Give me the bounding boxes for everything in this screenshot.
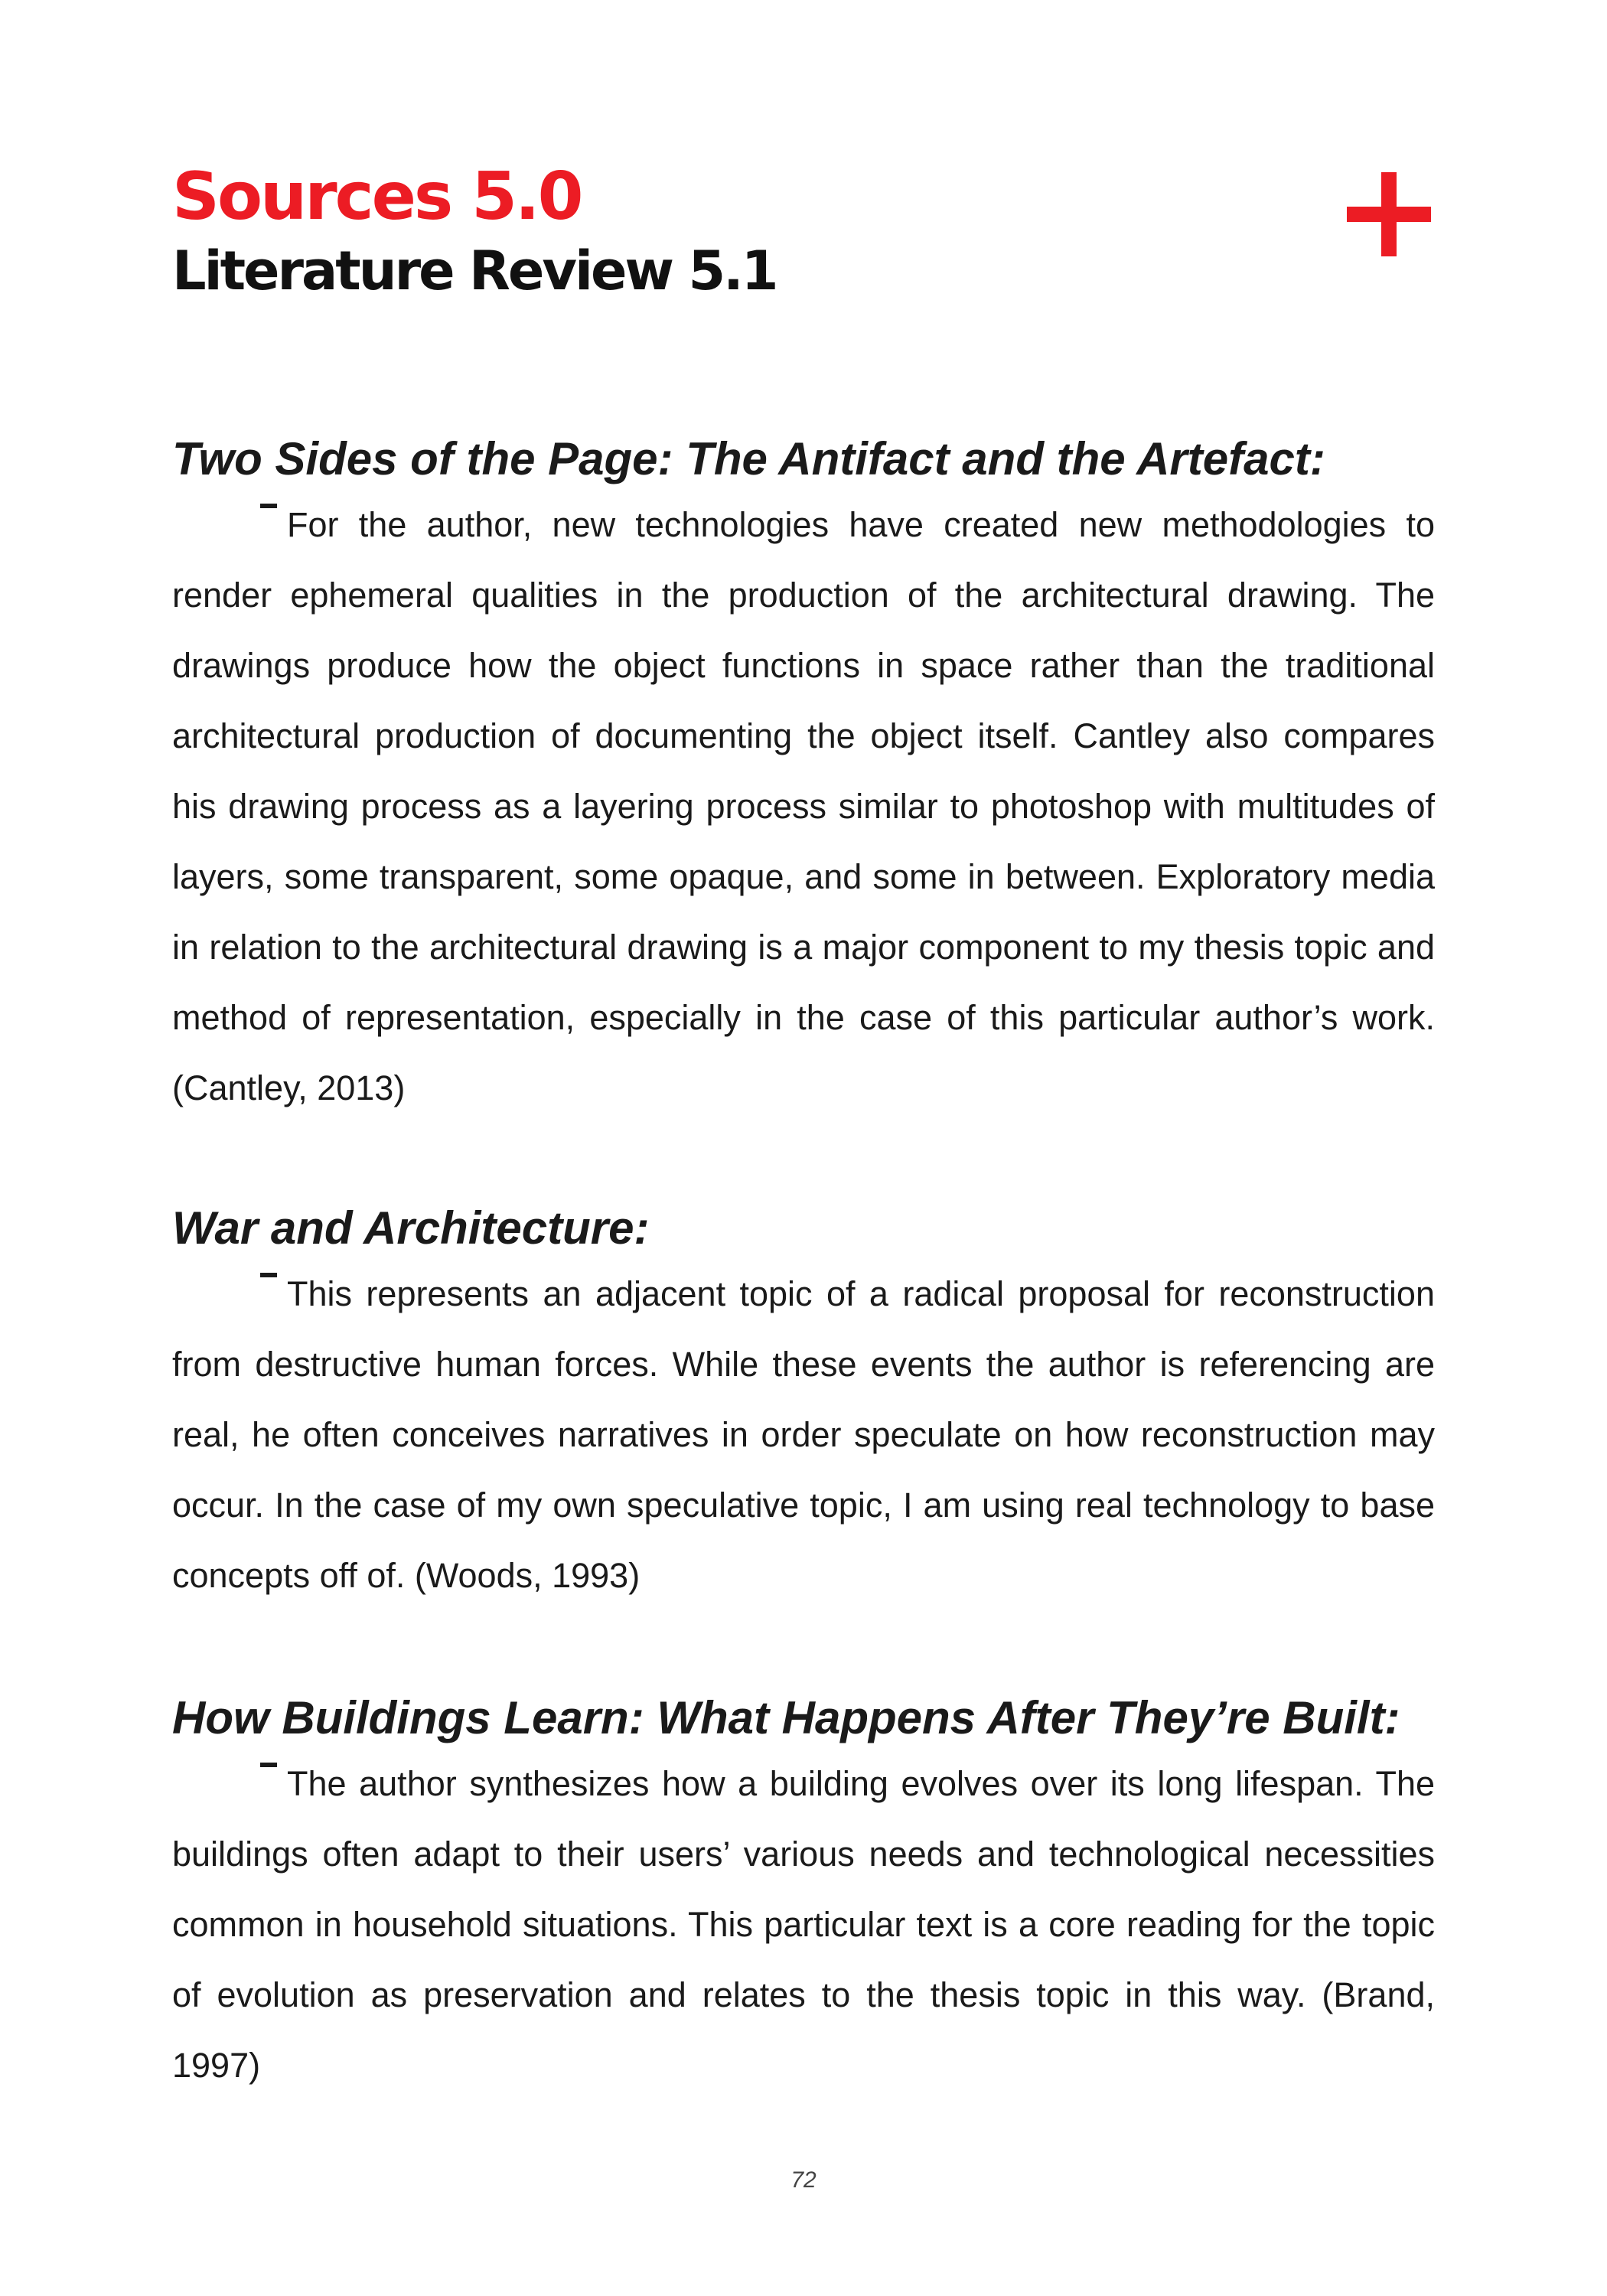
page-number: 72 <box>790 2167 817 2193</box>
section-heading: Two Sides of the Page: The Antifact and the Artefact: <box>172 433 1325 484</box>
page-subtitle: Literature Review 5.1 <box>172 240 777 302</box>
page-header <box>172 157 1435 305</box>
section-body: For the author, new technologies have created new methodologies to render ephemeral qualities in the production of the architectural drawing. The drawings produce how the object functions in space rather than the traditional architectural production of documenting the object itself. Cantley also compares his drawing process as a layering process similar to photoshop with multitudes of layers, some transparent, some opaque, and some in between. Exploratory media in relation to the architectural drawing is a major component to my thesis topic and method of representation, especially in the case of this particular author’s work. (Cantley, 2013) <box>172 505 1435 1107</box>
section-body-wrapper <box>172 1259 1435 1611</box>
section-body: This represents an adjacent topic of a radical proposal for reconstruction from destructive human forces. While these events the author is referencing are real, he often conceives narratives in order speculate on how reconstruction may occur. In the case of my own speculative topic, I am using real technology to base concepts off of. (Woods, 1993) <box>172 1274 1435 1595</box>
section-heading: How Buildings Learn: What Happens After They’re Built: <box>172 1692 1400 1743</box>
section-heading: War and Architecture: <box>172 1202 650 1254</box>
section-body-wrapper <box>172 1749 1435 2101</box>
plus-icon <box>1347 172 1431 256</box>
section-war-and-architecture <box>172 1198 1435 1611</box>
section-body: The author synthesizes how a building evolves over its long lifespan. The buildings often adapt to their users’ various needs and technological necessities common in household situations. This particular text is a core reading for the topic of evolution as preservation and relates to the thesis topic in this way. (Brand, 1997) <box>172 1764 1435 2085</box>
section-body-wrapper <box>172 490 1435 1124</box>
section-two-sides-of-the-page <box>172 429 1435 1124</box>
section-how-buildings-learn <box>172 1688 1435 2101</box>
plus-icon-vertical-bar <box>1381 172 1397 256</box>
page-title: Sources 5.0 <box>172 158 582 235</box>
